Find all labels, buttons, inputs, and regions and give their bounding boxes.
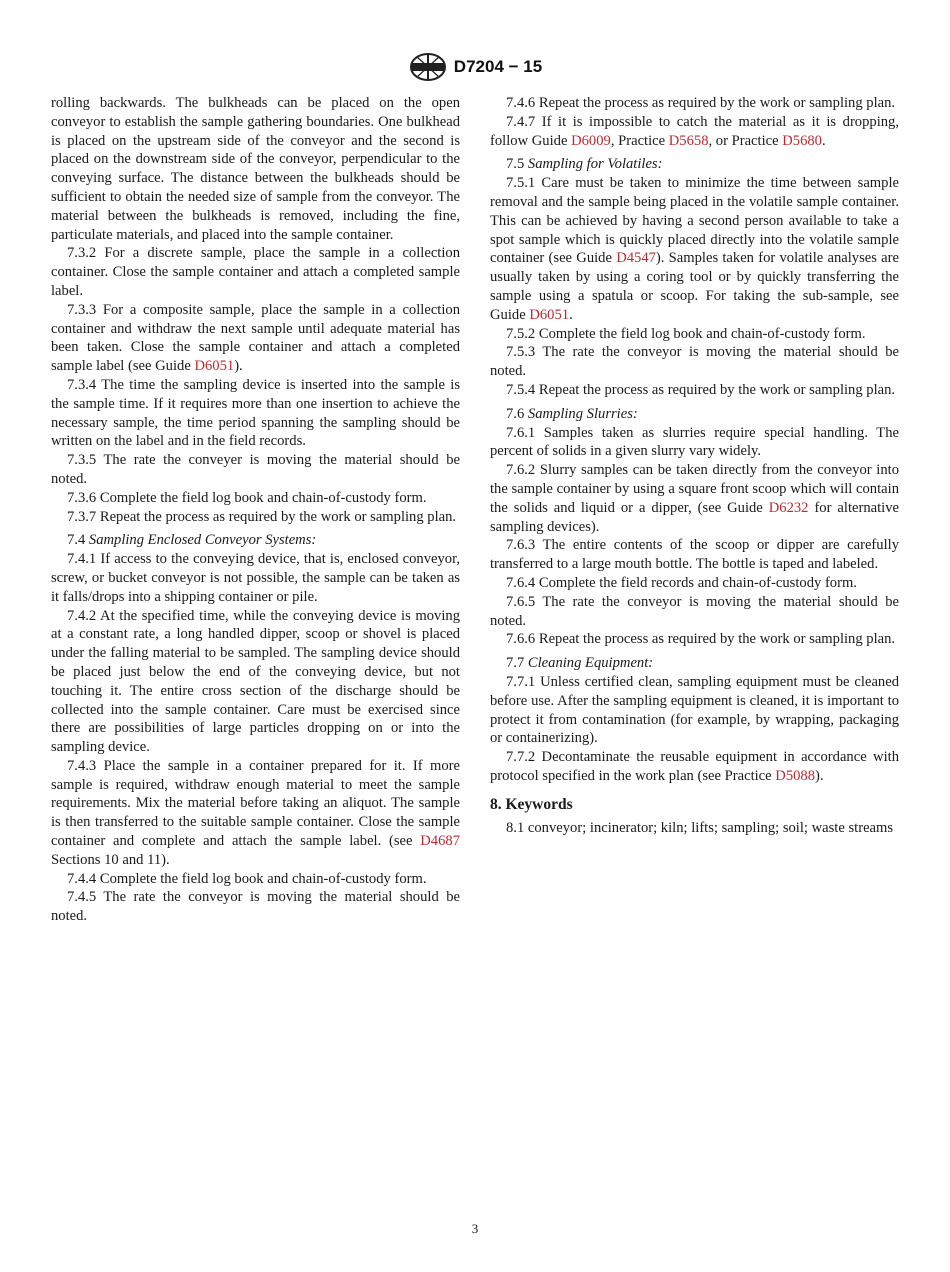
section-8-heading: 8. Keywords xyxy=(490,795,573,813)
paragraph-7-3-4: 7.3.4 The time the sampling device is inserted into the sample is the sample time. If it requires more than one insertion to achieve the necessary sample, the time period spanning the sampling should be written on the label and in the field records. xyxy=(51,376,460,450)
section-7-6-heading: 7.6 Sampling Slurries: xyxy=(506,405,638,422)
reference-link-d5088[interactable]: D5088 xyxy=(775,767,816,784)
reference-link-d6232[interactable]: D6232 xyxy=(768,499,809,516)
reference-link-d4547[interactable]: D4547 xyxy=(616,250,656,267)
paragraph-7-4-5: 7.4.5 The rate the conveyor is moving the material should be noted. xyxy=(51,889,460,925)
paragraph-7-4-6: 7.4.6 Repeat the process as required by the work or sampling plan. xyxy=(506,95,896,111)
paragraph-7-4-2: 7.4.2 At the specified time, while the conveying device is moving at a constant rate, a long handled dipper, scoop or shovel is placed under the falling material to be sampled. The sampling device should be placed just below the end of the conveying device, but not touching it. The entire cross section of the discharge should be collected into the sample container. Care must be exercised since there are possibilities of large particles dropping on or into the sampling device. xyxy=(51,607,460,756)
section-7-5-heading: 7.5 Sampling for Volatiles: xyxy=(506,156,663,173)
right-column xyxy=(490,94,899,838)
reference-link-d4687[interactable]: D4687 xyxy=(420,833,460,850)
paragraph-8-1: 8.1 conveyor; incinerator; kiln; lifts; sampling; soil; waste streams xyxy=(506,820,894,837)
paragraph-7-3-2: 7.3.2 For a discrete sample, place the sample in a collection container. Close the sample container and attach a completed sample label. xyxy=(51,245,460,299)
section-7-7-heading: 7.7 Cleaning Equipment: xyxy=(506,655,654,672)
paragraph-7-5-1: 7.5.1 Care must be taken to minimize the time between sample removal and the sample being placed in the volatile sample container. This can be achieved by having a second person available to take a spot sample which is quickly placed directly into the volatile sample container (see Guide D4547). Samples taken for volatile analyses are usually taken by using a coring tool or by quickly transferring the sample using a spatula or scoop. For taking the sub-sample, see Guide D6051. xyxy=(490,175,899,323)
reference-link-d6051[interactable]: D6051 xyxy=(194,358,235,375)
section-7-4-heading: 7.4 Sampling Enclosed Conveyor Systems: xyxy=(67,532,317,549)
reference-link-d6009[interactable]: D6009 xyxy=(571,132,611,149)
paragraph-7-6-6: 7.6.6 Repeat the process as required by the work or sampling plan. xyxy=(506,631,896,648)
paragraph-7-3-7: 7.3.7 Repeat the process as required by the work or sampling plan. xyxy=(67,508,457,525)
document-designation: D7204 − 15 xyxy=(453,57,543,76)
paragraph-7-5-4: 7.5.4 Repeat the process as required by the work or sampling plan. xyxy=(506,381,896,398)
paragraph-7-3-1-continued: rolling backwards. The bulkheads can be placed on the open conveyor to establish the sample gathering boundaries. One bulkhead is placed on the upstream side of the conveyor and the second is placed on the downstream side of the conveyor, perpendicular to the conveying surface. The distance between the bulkheads should be sufficient to obtain the needed size of sample from the conveyor. The material between the bulkheads is removed, including the fine, particulate materials, and placed into the sample container. xyxy=(51,95,460,243)
paragraph-7-4-3: 7.4.3 Place the sample in a container prepared for it. If more sample is required, withdraw enough material to meet the sample requirements. Mix the material before taking an aliquot. The sample is then transferred to the suitable sample container. Close the sample container and complete and attach the sample label. (see D4687 Sections 10 and 11). xyxy=(51,757,460,868)
page-number: 3 xyxy=(471,1221,479,1236)
paragraph-7-7-1: 7.7.1 Unless certified clean, sampling equipment must be cleaned before use. After the sampling equipment is cleaned, it is important to protect it from contamination (for example, by wrapping, packaging or containerizing). xyxy=(490,673,899,747)
reference-link-d5658[interactable]: D5658 xyxy=(668,132,709,149)
left-column xyxy=(51,94,460,926)
page-header xyxy=(0,52,950,82)
paragraph-7-4-1: 7.4.1 If access to the conveying device, that is, enclosed conveyor, screw, or bucket conveyor is not possible, the sample can be taken as it falls/drops into a shipping container or pile. xyxy=(51,551,460,605)
paragraph-7-3-5: 7.3.5 The rate the conveyer is moving the material should be noted. xyxy=(51,452,460,487)
paragraph-7-5-3: 7.5.3 The rate the conveyor is moving the material should be noted. xyxy=(490,344,899,380)
paragraph-7-7-2: 7.7.2 Decontaminate the reusable equipment in accordance with protocol specified in the work plan (see Practice D5088). xyxy=(490,749,899,784)
reference-link-d5680[interactable]: D5680 xyxy=(782,132,822,149)
paragraph-7-5-2: 7.5.2 Complete the field log book and chain-of-custody form. xyxy=(506,325,866,342)
reference-link-d6051[interactable]: D6051 xyxy=(529,306,570,323)
paragraph-7-6-3: 7.6.3 The entire contents of the scoop or dipper are carefully transferred to a large mouth bottle. The bottle is taped and labeled. xyxy=(490,537,899,573)
astm-logo-icon xyxy=(408,52,448,82)
paragraph-7-3-3: 7.3.3 For a composite sample, place the sample in a collection container and withdraw the next sample until adequate material has been taken. Close the sample container and attach a completed sample label (see Guide D6051). xyxy=(51,301,460,375)
paragraph-7-6-1: 7.6.1 Samples taken as slurries require special handling. The percent of solids in a given slurry vary widely. xyxy=(490,424,899,460)
paragraph-7-6-2: 7.6.2 Slurry samples can be taken directly from the conveyor into the sample container by using a square front scoop which will contain the solids and liquid or a dipper, (see Guide D6232 for alternative sampling devices). xyxy=(490,462,899,535)
paragraph-7-6-4: 7.6.4 Complete the field records and chain-of-custody form. xyxy=(506,574,857,591)
paragraph-7-6-5: 7.6.5 The rate the conveyor is moving the material should be noted. xyxy=(490,593,899,629)
paragraph-7-4-4: 7.4.4 Complete the field log book and chain-of-custody form. xyxy=(67,870,427,887)
paragraph-7-4-7: 7.4.7 If it is impossible to catch the material as it is dropping, follow Guide D6009, Practice D5658, or Practice D5680. xyxy=(490,113,899,149)
paragraph-7-3-6: 7.3.6 Complete the field log book and chain-of-custody form. xyxy=(67,489,427,506)
